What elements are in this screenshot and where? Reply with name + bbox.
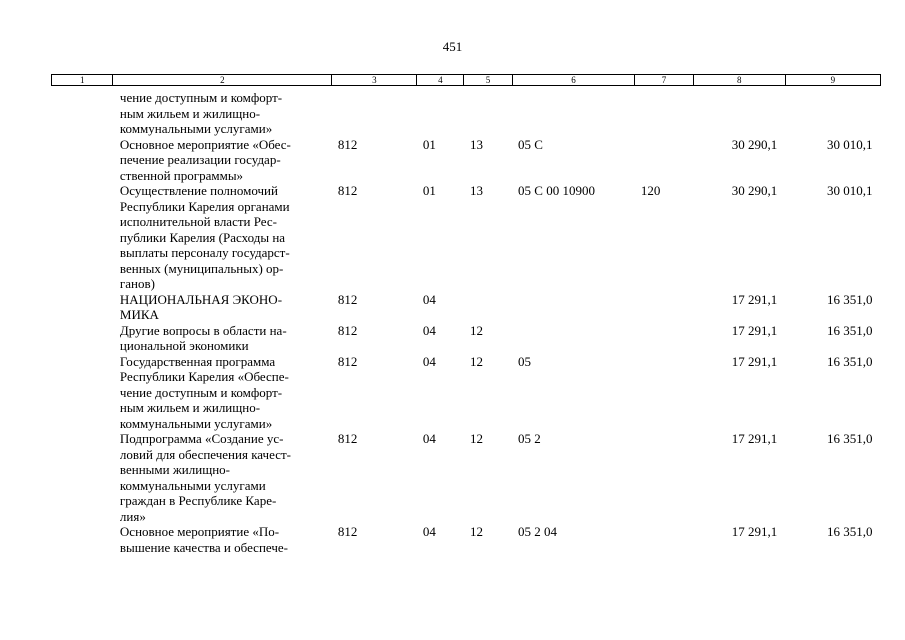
cell-expense-type: 120 <box>640 183 661 198</box>
cell-description <box>113 354 332 432</box>
column-header-9: 9 <box>785 75 880 86</box>
cell-section: 04 <box>422 431 436 446</box>
cell-description <box>113 431 332 524</box>
description-line: выплаты персоналу государст- <box>119 245 290 260</box>
description-line: граждан в Республике Каре- <box>119 493 277 508</box>
page-number: 451 <box>442 39 463 54</box>
description-line: ным жильем и жилищно- <box>119 400 261 415</box>
cell-expense-type <box>635 431 693 524</box>
description-line: Государственная программа <box>119 353 276 369</box>
description-line: циональной экономики <box>119 338 249 353</box>
cell-amount-year-1: 17 291,1 <box>731 524 778 539</box>
cell-target-item: 05 2 <box>518 431 541 446</box>
column-header-8: 8 <box>693 75 785 86</box>
cell-subsection: 12 <box>469 353 483 369</box>
cell-amount-year-1: 30 290,1 <box>731 183 778 198</box>
cell-ministry-code <box>332 90 417 137</box>
description-line: ным жильем и жилищно- <box>119 105 261 121</box>
cell-amount-year-1 <box>693 90 785 137</box>
cell-description <box>113 183 332 292</box>
description-line: Основное мероприятие «По- <box>119 524 280 539</box>
description-line: публики Карелия (Расходы на <box>119 229 286 245</box>
cell-description <box>113 292 332 323</box>
cell-subsection: 12 <box>469 322 483 338</box>
cell-amount-year-1: 17 291,1 <box>731 291 778 307</box>
cell-amount-year-2: 30 010,1 <box>827 136 873 152</box>
description-line: вышение качества и обеспече- <box>119 539 288 555</box>
description-line: Республики Карелия «Обеспе- <box>119 369 289 384</box>
cell-amount-year-1: 17 291,1 <box>731 353 778 369</box>
description-line: венных (муниципальных) ор- <box>119 260 284 276</box>
budget-table <box>51 74 881 555</box>
cell-amount-year-2: 16 351,0 <box>827 322 873 338</box>
cell-expense-type <box>635 323 693 354</box>
description-line: НАЦИОНАЛЬНАЯ ЭКОНО- <box>119 291 283 307</box>
cell-subsection: 12 <box>469 524 483 539</box>
cell-section: 01 <box>422 183 436 198</box>
cell-description <box>113 90 332 137</box>
cell-ministry-code: 812 <box>337 431 358 446</box>
cell-subsection: 13 <box>469 136 483 152</box>
cell-amount-year-2: 16 351,0 <box>827 353 873 369</box>
cell-col-1 <box>52 323 113 354</box>
description-line: ственной программы» <box>119 167 244 183</box>
cell-ministry-code: 812 <box>337 183 358 198</box>
cell-description <box>113 137 332 184</box>
cell-amount-year-2: 16 351,0 <box>827 431 873 446</box>
table-row <box>52 524 881 555</box>
table-row <box>52 292 881 323</box>
cell-section <box>417 90 464 137</box>
cell-subsection: 12 <box>469 431 483 446</box>
description-line: Подпрограмма «Создание ус- <box>119 431 284 446</box>
description-line: Осуществление полномочий <box>119 183 278 198</box>
column-header-2: 2 <box>113 75 332 86</box>
cell-section: 04 <box>422 353 436 369</box>
description-line: печение реализации государ- <box>119 152 281 167</box>
description-line: коммунальными услугами» <box>119 415 273 431</box>
cell-subsection <box>464 292 512 323</box>
cell-col-1 <box>52 524 113 555</box>
description-line: Республики Карелия органами <box>119 198 290 214</box>
cell-expense-type <box>635 524 693 555</box>
column-header-4: 4 <box>417 75 464 86</box>
description-line: коммунальными услугами <box>119 477 266 493</box>
table-row <box>52 183 881 292</box>
table-row <box>52 137 881 184</box>
cell-ministry-code: 812 <box>337 322 358 338</box>
cell-col-1 <box>52 431 113 524</box>
description-line: МИКА <box>119 307 159 322</box>
cell-ministry-code: 812 <box>337 291 358 307</box>
cell-col-1 <box>52 137 113 184</box>
cell-target-item: 05 С 00 10900 <box>518 183 595 198</box>
cell-amount-year-2: 30 010,1 <box>827 183 873 198</box>
cell-expense-type <box>635 137 693 184</box>
cell-amount-year-1: 17 291,1 <box>731 322 778 338</box>
cell-target-item: 05 С <box>518 136 543 152</box>
description-line: коммунальными услугами» <box>119 121 273 136</box>
cell-section: 01 <box>422 136 436 152</box>
column-header-3: 3 <box>332 75 417 86</box>
table-row <box>52 431 881 524</box>
description-line: венными жилищно- <box>119 462 230 477</box>
cell-section: 04 <box>422 322 436 338</box>
cell-expense-type <box>635 90 693 137</box>
column-header-5: 5 <box>464 75 512 86</box>
cell-col-1 <box>52 292 113 323</box>
cell-description <box>113 323 332 354</box>
cell-amount-year-2: 16 351,0 <box>827 524 873 539</box>
cell-ministry-code: 812 <box>337 524 358 539</box>
cell-amount-year-2: 16 351,0 <box>827 291 873 307</box>
cell-section: 04 <box>422 291 436 307</box>
cell-target-item <box>512 323 635 354</box>
cell-ministry-code: 812 <box>337 353 358 369</box>
table-row <box>52 354 881 432</box>
description-line: ловий для обеспечения качест- <box>119 446 291 462</box>
cell-subsection <box>464 90 512 137</box>
cell-description <box>113 524 332 555</box>
description-line: чение доступным и комфорт- <box>119 384 283 400</box>
cell-expense-type <box>635 354 693 432</box>
cell-col-1 <box>52 183 113 292</box>
description-line: ганов) <box>119 276 155 291</box>
cell-subsection: 13 <box>469 183 483 198</box>
column-header-7: 7 <box>635 75 693 86</box>
cell-amount-year-2 <box>785 90 880 137</box>
description-line: Другие вопросы в области на- <box>119 322 287 338</box>
column-header-6: 6 <box>512 75 635 86</box>
description-line: лия» <box>119 508 146 524</box>
cell-section: 04 <box>422 524 436 539</box>
cell-col-1 <box>52 90 113 137</box>
cell-amount-year-1: 30 290,1 <box>731 136 778 152</box>
table-body <box>52 86 881 556</box>
cell-ministry-code: 812 <box>337 136 358 152</box>
cell-amount-year-1: 17 291,1 <box>731 431 778 446</box>
cell-target-item: 05 <box>518 353 532 369</box>
description-line: исполнительной власти Рес- <box>119 214 277 229</box>
cell-col-1 <box>52 354 113 432</box>
table-row <box>52 90 881 137</box>
cell-target-item <box>512 292 635 323</box>
description-line: чение доступным и комфорт- <box>119 90 283 105</box>
description-line: Основное мероприятие «Обес- <box>119 136 291 152</box>
column-header-1: 1 <box>52 75 113 86</box>
cell-expense-type <box>635 292 693 323</box>
cell-target-item <box>512 90 635 137</box>
cell-target-item: 05 2 04 <box>518 524 558 539</box>
table-header-row <box>52 75 881 86</box>
table-row <box>52 323 881 354</box>
